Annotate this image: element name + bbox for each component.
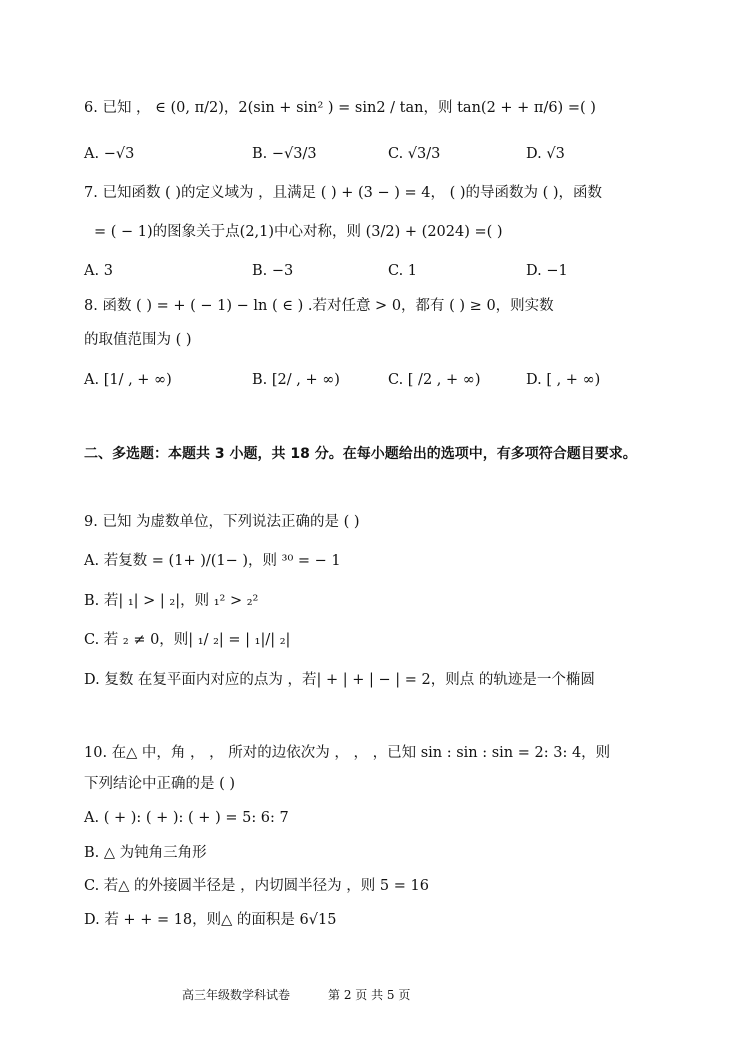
q10-option-b: B. △ 为钝角三角形 bbox=[84, 845, 207, 861]
q6-option-c: C. √3/3 bbox=[388, 146, 441, 162]
q8-option-b: B. [2/ , + ∞) bbox=[252, 372, 340, 388]
q7-stem-continued: = ( − 1)的图象关于点(2,1)中心对称，则 (3/2) + (2024) =( ) bbox=[94, 224, 503, 240]
q7-stem: 7. 已知函数 ( )的定义域为 ，且满足 ( ) + (3 − ) = 4， ( )的导函数为 ( )，函数 bbox=[84, 185, 603, 201]
q10-option-a: A. ( + ): ( + ): ( + ) = 5: 6: 7 bbox=[84, 810, 289, 826]
q9-option-d: D. 复数 在复平面内对应的点为 ，若| + | + | − | = 2，则点 的轨迹是一个椭圆 bbox=[84, 672, 595, 688]
q7-option-d: D. −1 bbox=[526, 263, 568, 279]
q9-stem: 9. 已知 为虚数单位，下列说法正确的是 ( ) bbox=[84, 514, 360, 530]
q8-option-c: C. [ /2 , + ∞) bbox=[388, 372, 481, 388]
footer-subject: 高三年级数学科试卷 bbox=[182, 988, 291, 1002]
q8-stem: 8. 函数 ( ) = + ( − 1) − ln ( ∈ ) .若对任意 > 0，都有 ( ) ≥ 0，则实数 bbox=[84, 298, 554, 314]
q9-option-a: A. 若复数 = (1+ )/(1− )，则 ³⁰ = − 1 bbox=[84, 553, 341, 569]
q6-option-d: D. √3 bbox=[526, 146, 565, 162]
q10-stem-continued: 下列结论中正确的是 ( ) bbox=[84, 776, 236, 792]
q6-stem: 6. 已知 ， ∈ (0, π/2)，2(sin + sin² ) = sin2 / tan，则 tan(2 + + π/6) =( ) bbox=[84, 100, 596, 116]
q10-option-d: D. 若 + + = 18，则△ 的面积是 6√15 bbox=[84, 912, 337, 928]
q8-option-d: D. [ , + ∞) bbox=[526, 372, 601, 388]
q6-option-b: B. −√3/3 bbox=[252, 146, 317, 162]
q8-option-a: A. [1/ , + ∞) bbox=[84, 372, 172, 388]
q8-stem-continued: 的取值范围为 ( ) bbox=[84, 332, 192, 348]
q9-option-b: B. 若| ₁| > | ₂|，则 ₁² > ₂² bbox=[84, 593, 259, 609]
q6-option-a: A. −√3 bbox=[84, 146, 135, 162]
q7-option-b: B. −3 bbox=[252, 263, 294, 279]
q7-option-c: C. 1 bbox=[388, 263, 418, 279]
footer-page-number: 第 2 页 共 5 页 bbox=[328, 988, 411, 1002]
q9-option-c: C. 若 ₂ ≠ 0，则| ₁/ ₂| = | ₁|/| ₂| bbox=[84, 632, 291, 648]
section-heading-multiple-choice: 二、多选题：本题共 3 小题，共 18 分。在每小题给出的选项中，有多项符合题目要求。 bbox=[84, 446, 637, 462]
q7-option-a: A. 3 bbox=[84, 263, 113, 279]
q10-option-c: C. 若△ 的外接圆半径是 ，内切圆半径为 ，则 5 = 16 bbox=[84, 878, 429, 894]
q10-stem: 10. 在△ 中，角 ， ， 所对的边依次为 ， ， ，已知 sin : sin : sin = 2: 3: 4，则 bbox=[84, 745, 611, 761]
